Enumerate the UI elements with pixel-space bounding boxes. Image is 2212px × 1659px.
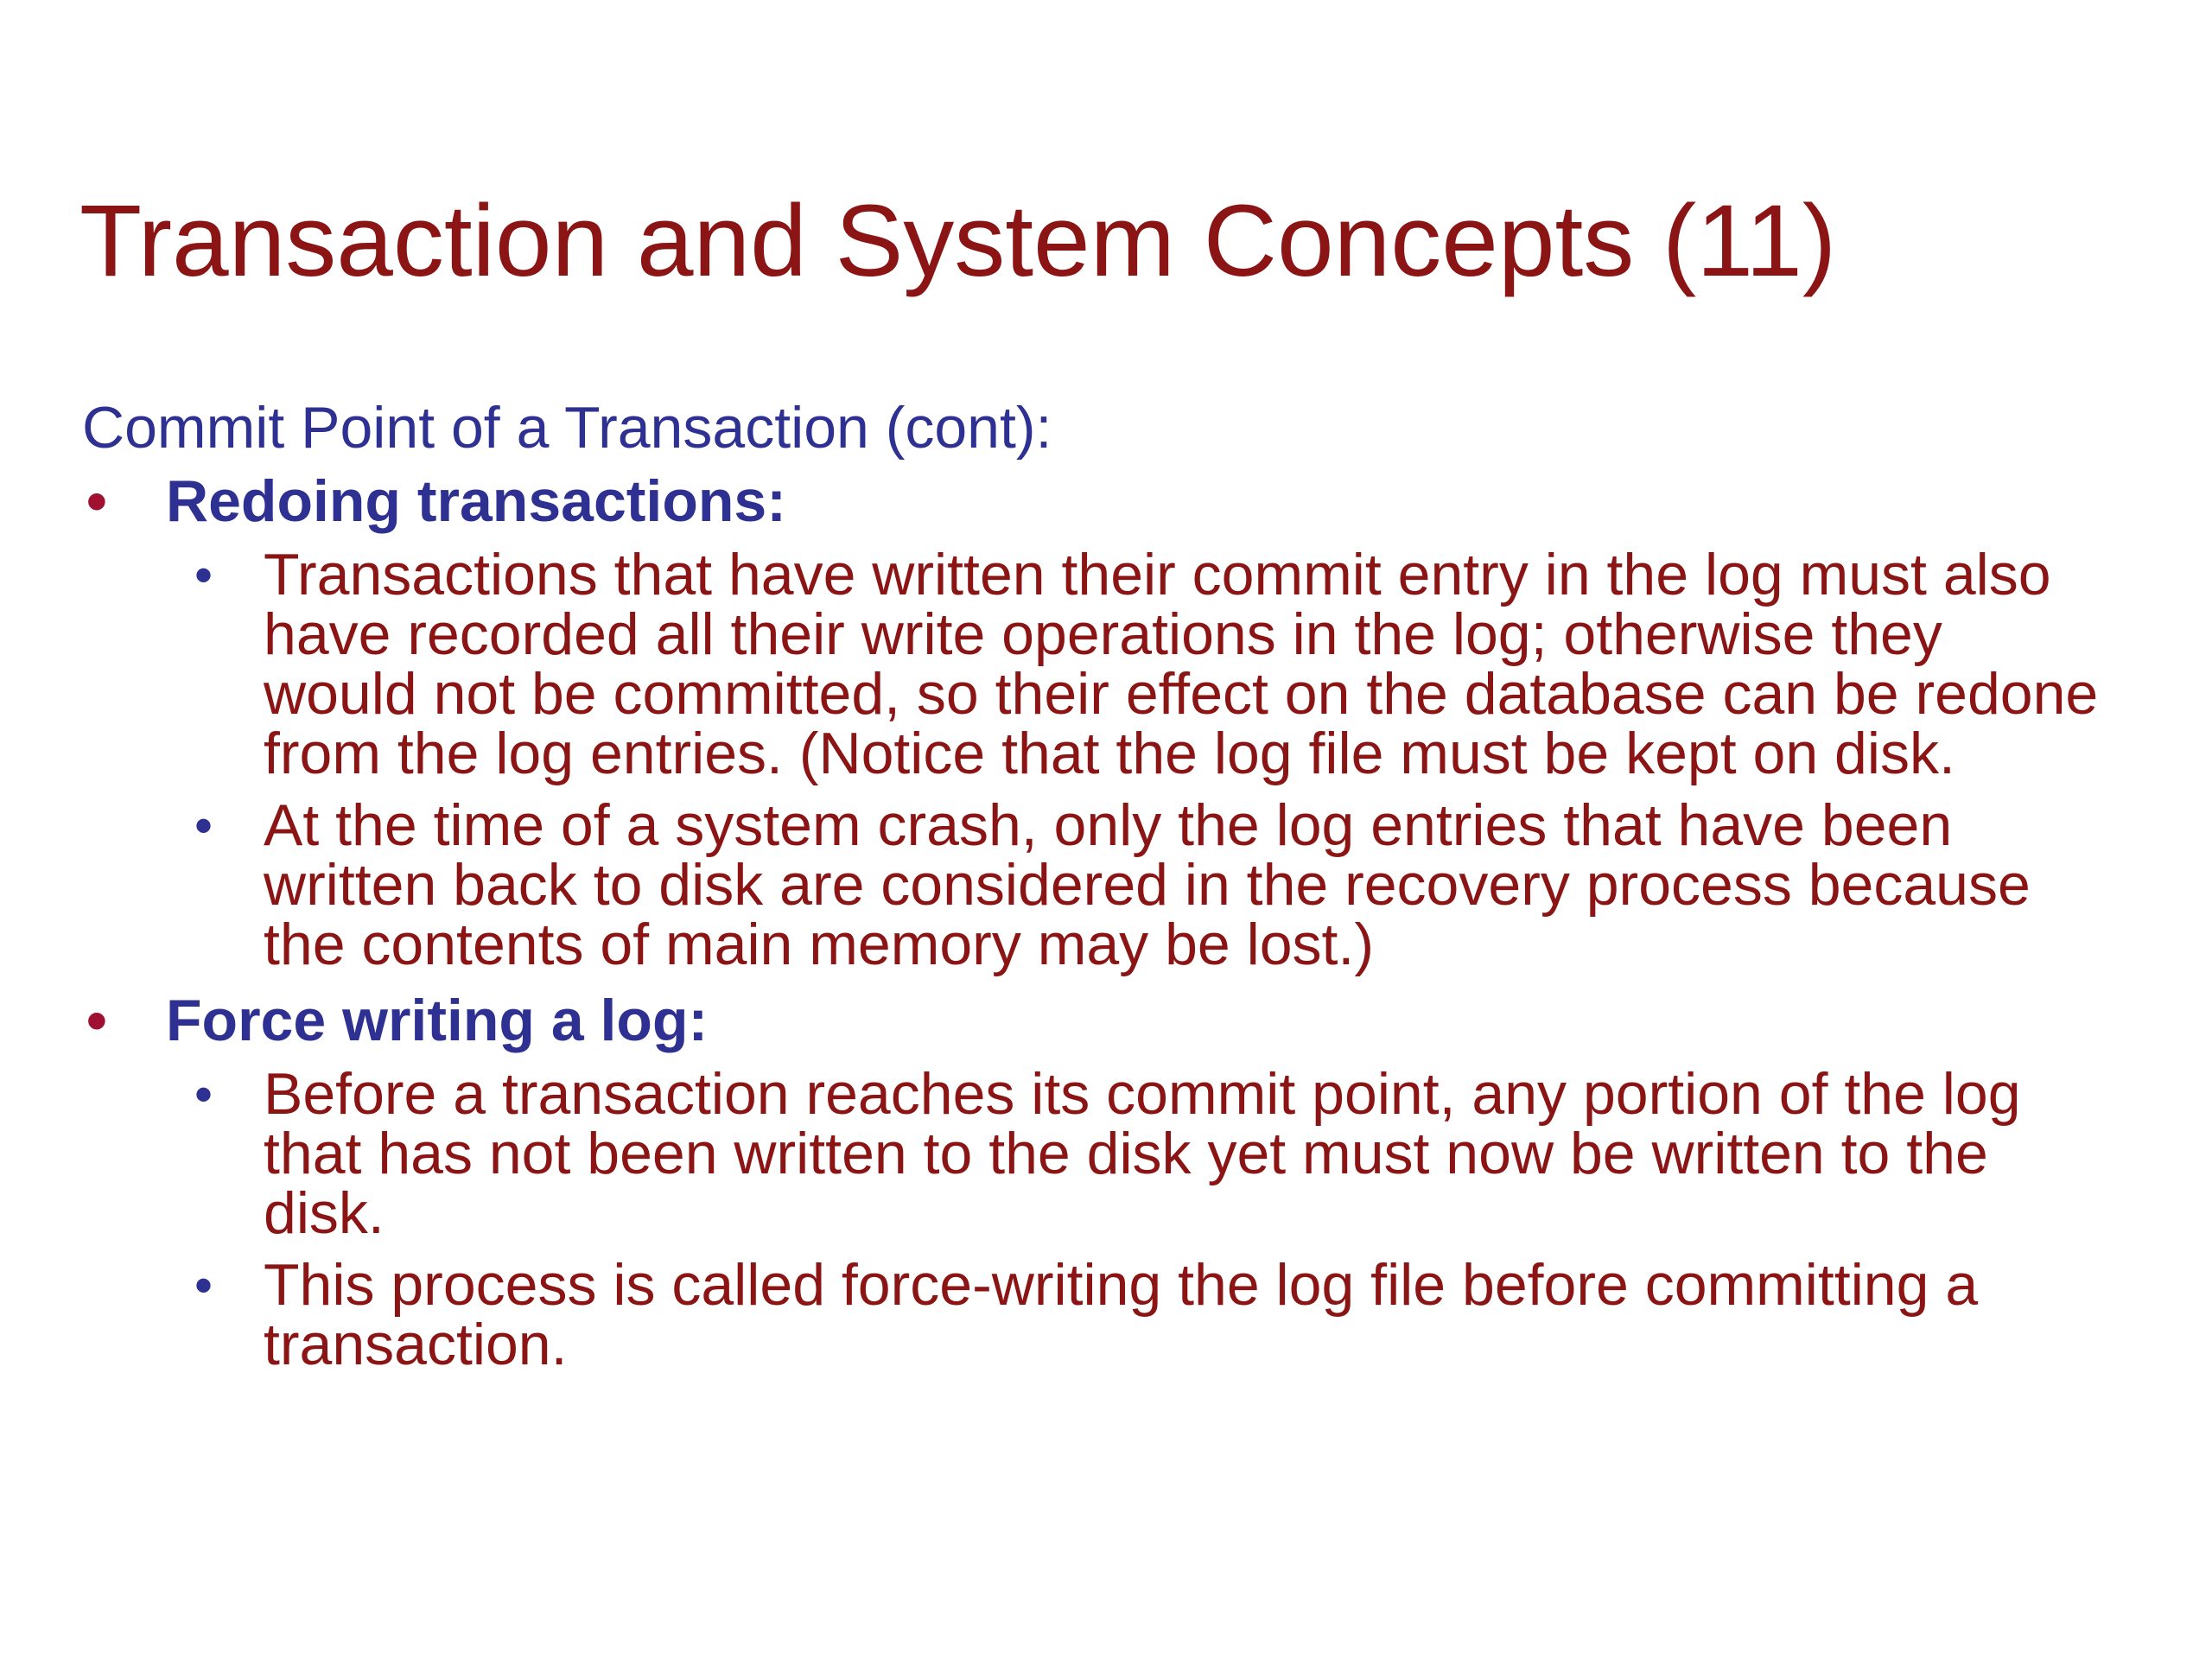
slide-content: [82, 393, 2104, 1387]
bullet-icon: •: [86, 988, 107, 1053]
bullet-icon: •: [194, 1256, 213, 1314]
section-heading-force-writing: [82, 987, 2104, 1054]
intro-text: Commit Point of a Transaction (cont):: [82, 395, 1052, 461]
list-item-text: This process is called force-writing the log file before committing a transaction.: [264, 1252, 1979, 1377]
list-item: [82, 792, 2104, 977]
section-heading-label: Force writing a log:: [166, 988, 709, 1053]
list-item-text: Transactions that have written their commit entry in the log must also have recorded all their write operations in the log; otherwise they would not be committed, so their effect on the database can be redone from the log entries. (Notice that the log file must be kept on disk.: [264, 542, 2099, 786]
bullet-icon: •: [86, 468, 107, 534]
bullet-icon: •: [194, 797, 213, 855]
list-item: [82, 1252, 2104, 1377]
section-heading-label: Redoing transactions:: [166, 468, 786, 534]
list-item: [82, 542, 2104, 786]
list-item-text: Before a transaction reaches its commit point, any portion of the log that has not been written to the disk yet must now be written to the disk.: [264, 1061, 2021, 1246]
list-item-text: At the time of a system crash, only the log entries that have been written back to disk are considered in the recovery process because the contents of main memory may be lost.): [264, 792, 2031, 977]
bullet-icon: •: [194, 1065, 213, 1123]
list-item: [82, 1061, 2104, 1246]
section-heading-redoing: [82, 467, 2104, 535]
slide-title: Transaction and System Concepts (11): [79, 184, 1837, 298]
bullet-icon: •: [194, 546, 213, 604]
